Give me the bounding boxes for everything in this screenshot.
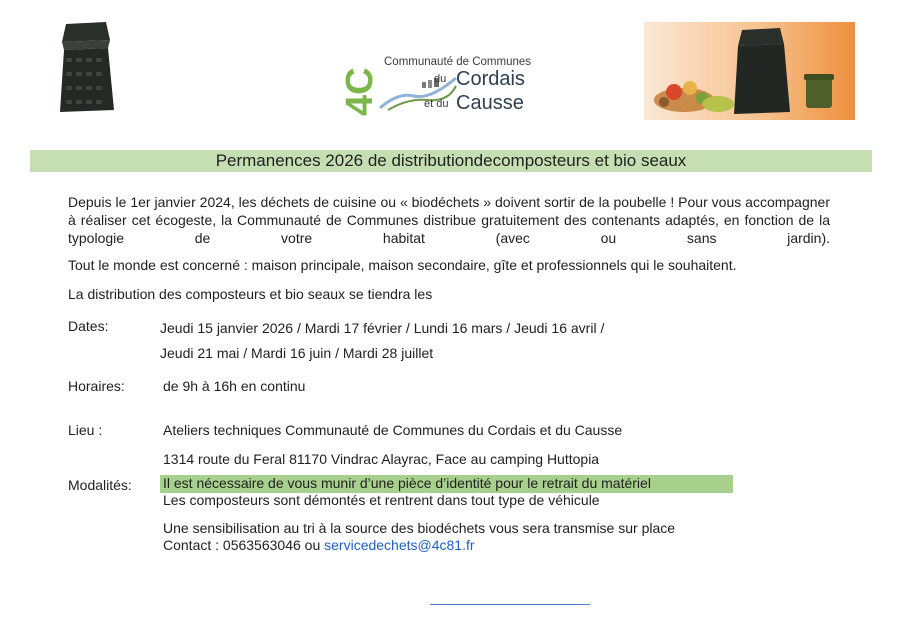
audience-paragraph: Tout le monde est concerné : maison principale, maison secondaire, gîte et professionnels qui le souhaitent. xyxy=(68,257,737,273)
modalites-label: Modalités: xyxy=(68,477,132,493)
lieu-line-1: Ateliers techniques Communauté de Communes du Cordais et du Causse xyxy=(163,422,623,438)
dates-line-1: Jeudi 15 janvier 2026 / Mardi 17 février / Lundi 16 mars / Jeudi 16 avril / xyxy=(160,320,605,336)
logo-mark xyxy=(342,54,382,120)
contact-line xyxy=(163,537,475,553)
dates-label: Dates: xyxy=(68,318,109,334)
modalites-line-2: Les composteurs sont démontés et rentrent dans tout type de véhicule xyxy=(163,492,600,508)
logo-text-cordais: Cordais xyxy=(456,68,525,90)
contact-text: Contact : 0563563046 ou xyxy=(163,537,325,553)
svg-text:4C: 4C xyxy=(342,67,381,116)
logo-text-du: du xyxy=(434,73,447,85)
modalites-line-1: Il est nécessaire de vous munir d’une pièce d’identité pour le retrait du matériel xyxy=(163,475,651,491)
logo xyxy=(338,50,538,122)
distribution-paragraph: La distribution des composteurs et bio seaux se tiendra les xyxy=(68,286,433,302)
horaires-label: Horaires: xyxy=(68,378,125,394)
lieu-line-2: 1314 route du Feral 81170 Vindrac Alayrac, Face au camping Huttopia xyxy=(163,451,600,467)
lieu-label: Lieu : xyxy=(68,422,103,438)
dates-line-2: Jeudi 21 mai / Mardi 16 juin / Mardi 28 juillet xyxy=(160,345,434,361)
modalites-line-3: Une sensibilisation au tri à la source des biodéchets vous sera transmise sur place xyxy=(163,520,676,536)
composter-biowaste-image xyxy=(644,22,855,120)
intro-paragraph: Depuis le 1er janvier 2024, les déchets de cuisine ou « biodéchets » doivent sortir de la poubelle ! Pour vous accompagner à réaliser cet écogeste, la Communauté de Communes distribue gratuitement des contenants adaptés, en fonction de la typologie de votre habitat (avec ou sans jardin). xyxy=(68,194,830,246)
horaires-value: de 9h à 16h en continu xyxy=(163,378,306,394)
email-link[interactable]: servicedechets@4c81.fr xyxy=(324,537,475,553)
bottom-divider xyxy=(430,604,590,605)
logo-text-causse: Causse xyxy=(456,92,524,114)
composter-image xyxy=(50,18,122,118)
page-title: Permanences 2026 de distributiondecomposteurs et bio seaux xyxy=(215,151,687,170)
logo-text-line1: Communauté de Communes xyxy=(384,56,532,68)
logo-text-etdu: et du xyxy=(424,98,449,110)
